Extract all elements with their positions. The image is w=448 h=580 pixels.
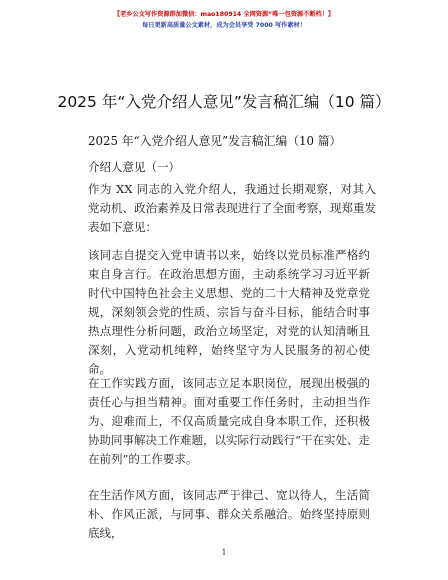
paragraph-3-text: 在工作实践方面，该同志立足本职岗位，展现出极强的责任心与担当精神。面对重要工作任务时，主动担当作为、迎难而上，不仅高质量完成自身本职工作，还积极协助同事解决工作难题，以实际行动践行“干在实处、走在前列”的工作要求。 (88, 376, 370, 466)
document-subtitle: 2025 年“入党介绍人意见”发言稿汇编（10 篇） (88, 134, 342, 148)
paragraph-2-text: 该同志自提交入党申请书以来，始终以党员标准严格约束自身言行。在政治思想方面，主动系统学习习近平新时代中国特色社会主义思想、党的二十大精神及党章党规，深刻领会党的性质、宗旨与奋斗目标，能结合时事热点理性分析问题，政治立场坚定，对党的认知清晰且深刻，入党动机纯粹，始终坚守为人民服务的初心使命。 (88, 248, 370, 376)
page-number: 1 (221, 548, 227, 557)
paragraph-4 (88, 486, 370, 543)
promo-banner-line-2: 每日更新高质量公文素材，成为会员享受 7000 写作素材！ (142, 22, 306, 29)
promo-banner-line-1: 【老乡公文写作资源群加微信：mao180914 全网资源“唯一包资源不断档！】 (113, 11, 335, 18)
document-title: 2025 年“入党介绍人意见”发言稿汇编（10 篇） (57, 93, 391, 111)
paragraph-1-text: 作为 XX 同志的入党介绍人，我通过长期观察，对其入党动机、政治素养及日常表现进行了全面考察，现郑重发表如下意见： (88, 182, 376, 234)
paragraph-2 (88, 246, 370, 379)
section-heading: 介绍人意见（一） (88, 160, 180, 174)
paragraph-3 (88, 374, 370, 469)
paragraph-4-text: 在生活作风方面，该同志严于律己、宽以待人，生活简朴、作风正派，与同事、群众关系融洽。始终坚持原则底线， (88, 488, 370, 540)
paragraph-1 (88, 180, 376, 237)
